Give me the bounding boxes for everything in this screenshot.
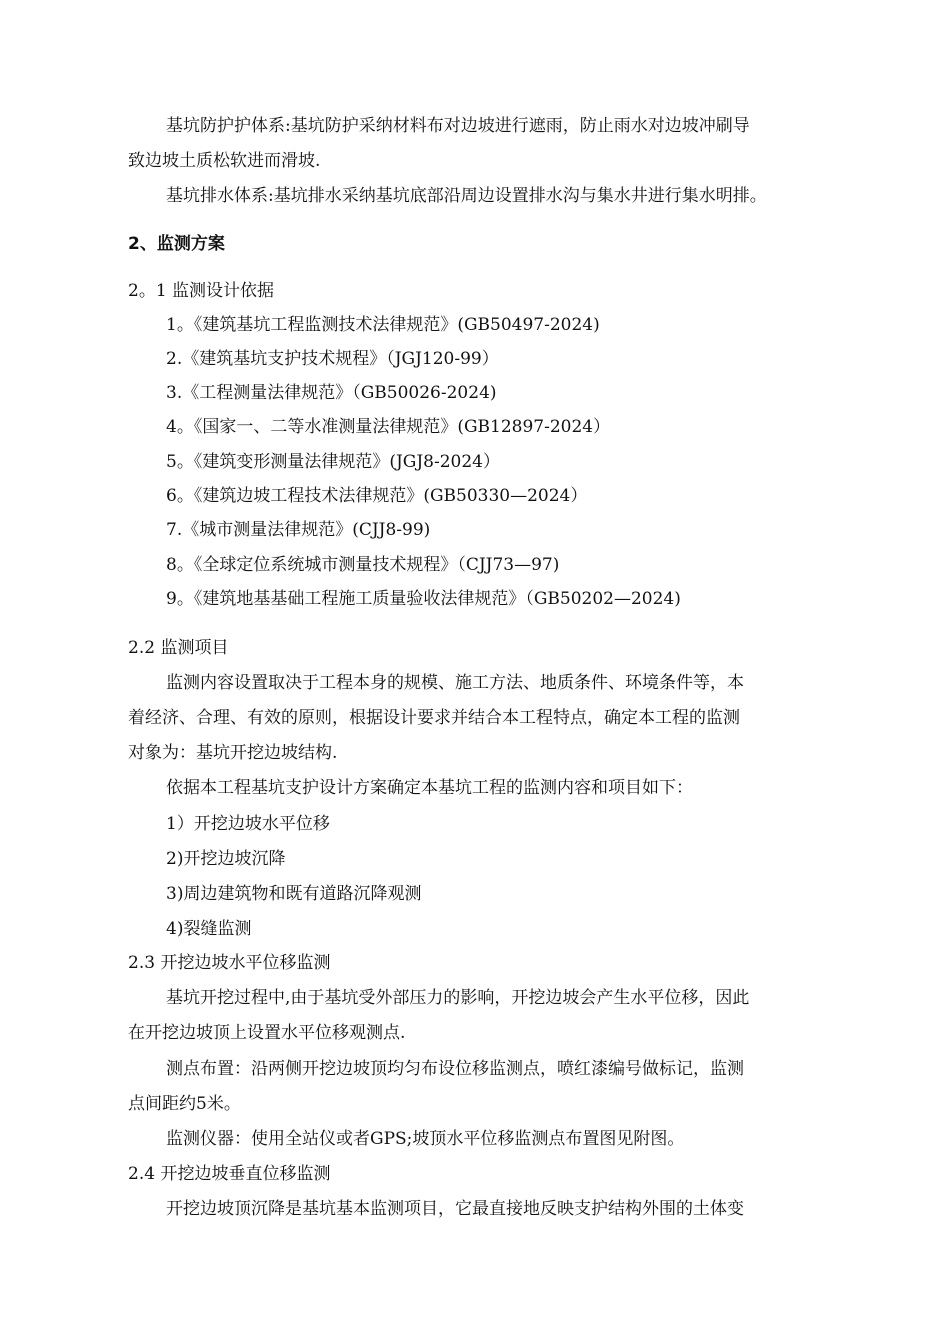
vertical-paragraph: 开挖边坡顶沉降是基坑基本监测项目，它最直接地反映支护结构外围的土体变 [166, 1199, 744, 1219]
horizontal-paragraph-cont: 在开挖边坡顶上设置水平位移观测点. [128, 1023, 406, 1043]
section-heading-monitoring-plan: 2、监测方案 [128, 234, 225, 254]
monitoring-item: 1）开挖边坡水平位移 [166, 814, 330, 834]
monitoring-item: 3)周边建筑物和既有道路沉降观测 [166, 884, 422, 904]
basis-list-item: 7.《城市测量法律规范》(CJJ8-99) [166, 520, 431, 540]
items-paragraph: 监测内容设置取决于工程本身的规模、施工方法、地质条件、环境条件等，本 [166, 673, 744, 693]
subsection-heading-items: 2.2 监测项目 [128, 638, 229, 658]
items-paragraph-cont: 对象为：基坑开挖边坡结构. [128, 743, 338, 763]
subsection-heading-vertical: 2.4 开挖边坡垂直位移监测 [128, 1164, 331, 1184]
basis-list-item: 8。《全球定位系统城市测量技术规程》（CJJ73—97) [166, 555, 560, 575]
items-paragraph-2: 依据本工程基坑支护设计方案确定本基坑工程的监测内容和项目如下： [166, 778, 693, 798]
basis-list-item: 4。《国家一、二等水准测量法律规范》(GB12897-2024） [166, 417, 611, 437]
basis-list-item: 1。《建筑基坑工程监测技术法律规范》(GB50497-2024) [166, 315, 600, 335]
horizontal-paragraph: 基坑开挖过程中,由于基坑受外部压力的影响，开挖边坡会产生水平位移，因此 [166, 988, 750, 1008]
items-paragraph-cont: 着经济、合理、有效的原则，根据设计要求并结合本工程特点，确定本工程的监测 [128, 708, 740, 728]
measuring-point-layout: 测点布置：沿两侧开挖边坡顶均匀布设位移监测点，喷红漆编号做标记，监测 [166, 1059, 744, 1079]
basis-list-item: 6。《建筑边坡工程技术法律规范》(GB50330—2024） [166, 486, 588, 506]
basis-list-item: 2.《建筑基坑支护技术规程》（JGJ120-99） [166, 349, 499, 369]
protection-system-text: 基坑防护护体系:基坑防护采纳材料布对边坡进行遮雨，防止雨水对边坡冲刷导 [166, 116, 750, 136]
protection-system-text-cont: 致边坡土质松软进而滑坡. [128, 151, 321, 171]
subsection-heading-basis: 2。1 监测设计依据 [128, 281, 275, 301]
basis-list-item: 3.《工程测量法律规范》（GB50026-2024) [166, 383, 497, 403]
monitoring-item: 4)裂缝监测 [166, 919, 252, 939]
drainage-system-text: 基坑排水体系:基坑排水采纳基坑底部沿周边设置排水沟与集水井进行集水明排。 [166, 186, 767, 206]
basis-list-item: 5。《建筑变形测量法律规范》(JGJ8-2024） [166, 452, 500, 472]
monitoring-item: 2)开挖边坡沉降 [166, 849, 286, 869]
monitoring-instrument: 监测仪器：使用全站仪或者GPS;坡顶水平位移监测点布置图见附图。 [166, 1129, 685, 1149]
basis-list-item: 9。《建筑地基基础工程施工质量验收法律规范》（GB50202—2024) [166, 589, 681, 609]
subsection-heading-horizontal: 2.3 开挖边坡水平位移监测 [128, 953, 331, 973]
measuring-point-layout-cont: 点间距约5米。 [128, 1094, 241, 1114]
